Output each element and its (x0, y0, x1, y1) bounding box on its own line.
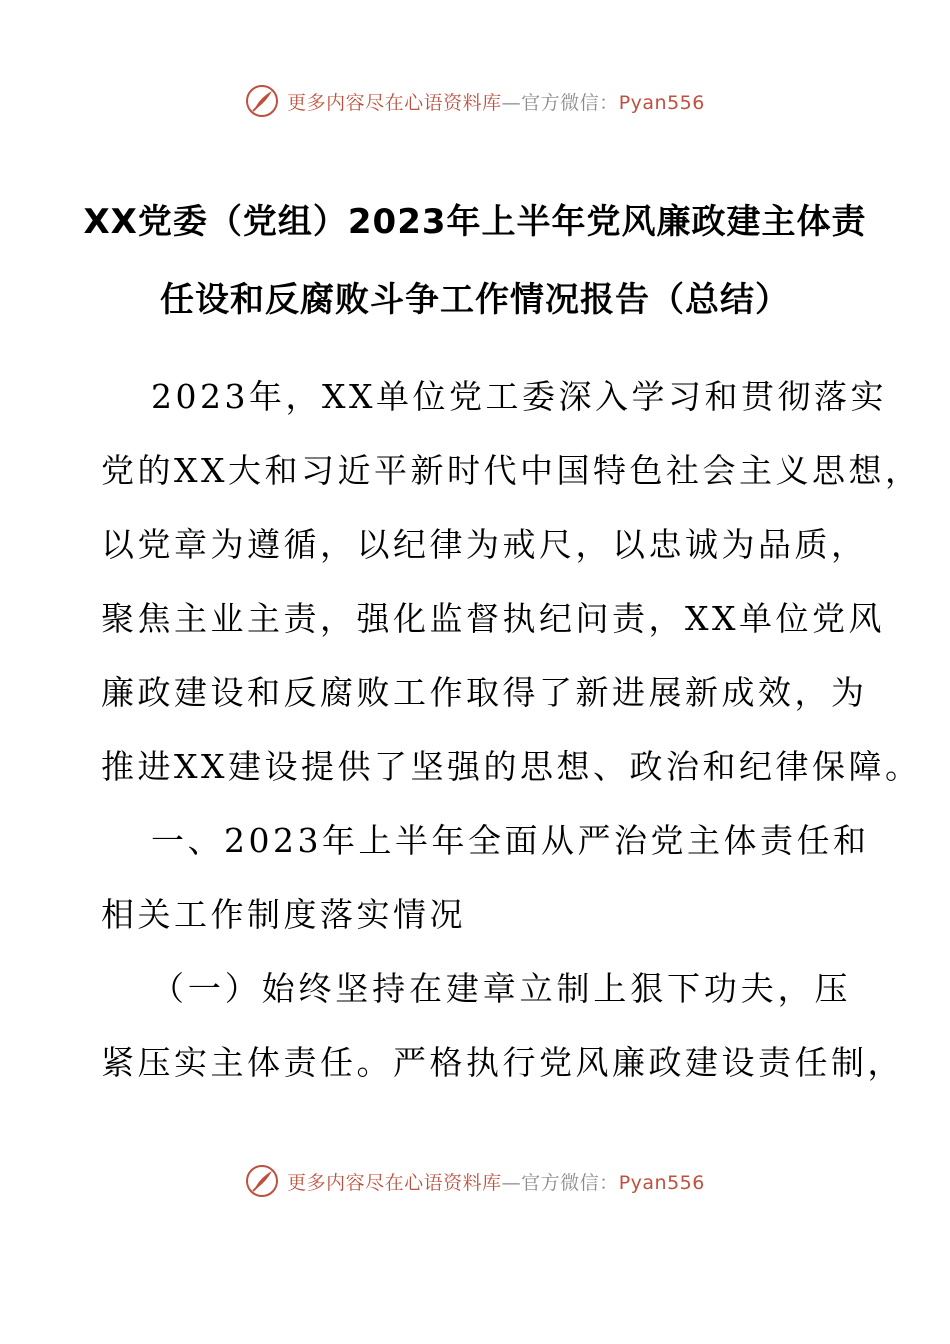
paragraph-1-line-1: 2023年，XX单位党工委深入学习和贯彻落实 (151, 377, 887, 416)
subheading-1-line-2: 紧压实主体责任。严格执行党风廉政建设责任制， (101, 1043, 904, 1082)
watermark-main-text: 更多内容尽在心语资料库 (287, 91, 502, 114)
watermark-main-text: 更多内容尽在心语资料库 (287, 1171, 502, 1194)
paragraph-1-line-4: 聚焦主业主责，强化监督执纪问责，XX单位党风 (101, 599, 885, 638)
header-watermark (0, 84, 950, 118)
heading-1-line-2: 相关工作制度落实情况 (101, 895, 466, 934)
heading-1-line-1: 一、2023年上半年全面从严治党主体责任和 (151, 821, 870, 860)
document-title (60, 183, 890, 339)
document-body (101, 360, 922, 1100)
paragraph-1-line-5: 廉政建设和反腐败工作取得了新进展新成效，为 (101, 673, 868, 712)
subheading-1-line-1: （一）始终坚持在建章立制上狠下功夫，压 (151, 969, 851, 1008)
title-line-1: XX党委（党组）2023年上半年党风廉政建主体责 (83, 202, 867, 242)
watermark-contact-label: 官方微信： (521, 1171, 619, 1194)
watermark-separator: — (501, 91, 522, 114)
paragraph-1-line-6: 推进XX建设提供了坚强的思想、政治和纪律保障。 (101, 747, 922, 786)
quill-pen-logo-icon (245, 1164, 279, 1198)
quill-pen-logo-icon (245, 84, 279, 118)
watermark-separator: — (501, 1171, 522, 1194)
title-line-2: 任设和反腐败斗争工作情况报告（总结） (160, 280, 790, 320)
paragraph-1-line-2: 党的XX大和习近平新时代中国特色社会主义思想， (101, 451, 922, 490)
watermark-contact-label: 官方微信： (521, 91, 619, 114)
watermark-wechat-id: Pyan556 (618, 1171, 705, 1194)
footer-watermark (0, 1164, 950, 1198)
paragraph-1-line-3: 以党章为遵循，以纪律为戒尺，以忠诚为品质， (101, 525, 868, 564)
watermark-wechat-id: Pyan556 (618, 91, 705, 114)
